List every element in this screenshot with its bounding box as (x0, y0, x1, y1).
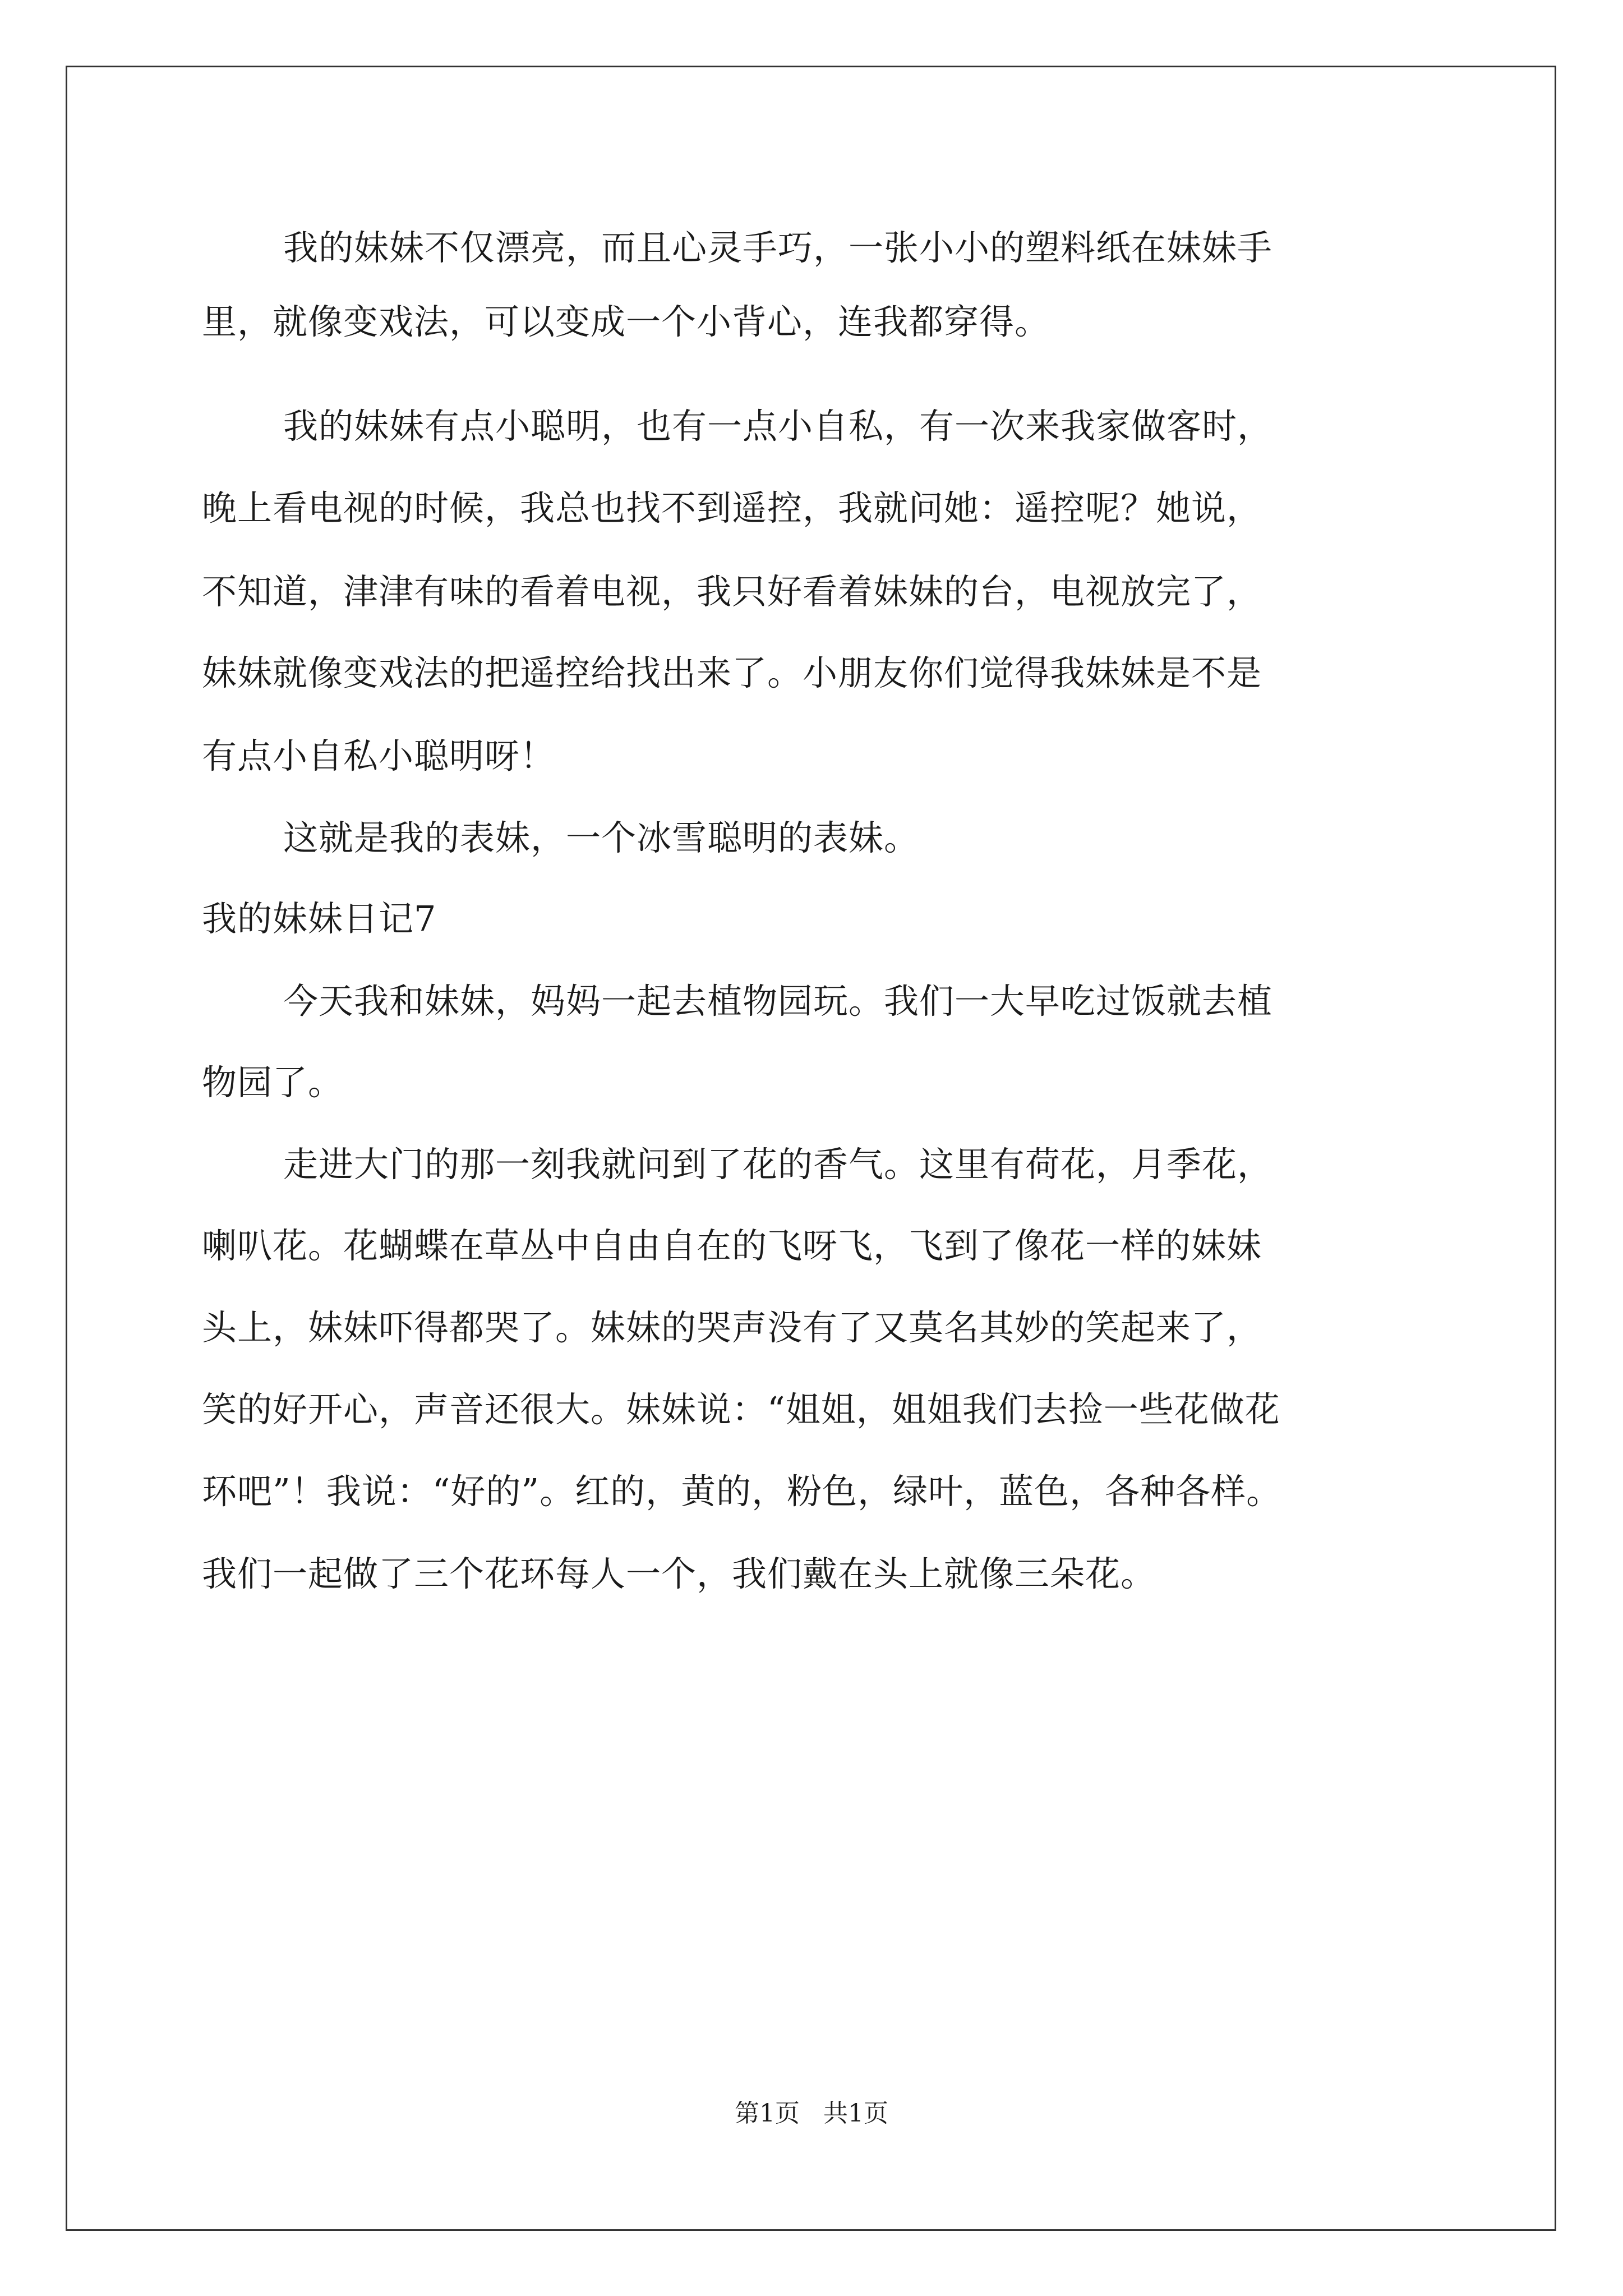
paragraph-line: 环吧”！我说：“好的”。红的，黄的，粉色，绿叶，蓝色，各种各样。 (202, 1471, 1282, 1512)
paragraph-line: 我的妹妹不仅漂亮，而且心灵手巧，一张小小的塑料纸在妹妹手 (283, 227, 1273, 268)
paragraph-line: 晚上看电视的时候，我总也找不到遥控，我就问她：遥控呢？她说， (202, 487, 1262, 528)
paragraph-line: 里，就像变戏法，可以变成一个小背心，连我都穿得。 (202, 301, 1050, 342)
paragraph-line: 我们一起做了三个花环每人一个，我们戴在头上就像三朵花。 (202, 1553, 1156, 1594)
paragraph-line: 我的妹妹有点小聪明，也有一点小自私，有一次来我家做客时， (283, 406, 1273, 447)
paragraph-line: 今天我和妹妹，妈妈一起去植物园玩。我们一大早吃过饭就去植 (283, 981, 1273, 1022)
paragraph-line: 有点小自私小聪明呀！ (202, 735, 556, 776)
paragraph-line: 笑的好开心，声音还很大。妹妹说：“姐姐，姐姐我们去捡一些花做花 (202, 1389, 1280, 1430)
paragraph-line: 这就是我的表妹，一个冰雪聪明的表妹。 (283, 817, 920, 858)
paragraph-line: 头上，妹妹吓得都哭了。妹妹的哭声没有了又莫名其妙的笑起来了， (202, 1307, 1262, 1348)
page-footer (0, 2097, 1623, 2131)
page-number: 第1页 (735, 2099, 800, 2128)
paragraph-line: 妹妹就像变戏法的把遥控给找出来了。小朋友你们觉得我妹妹是不是 (202, 652, 1262, 693)
section-heading: 我的妹妹日记7 (202, 898, 437, 939)
paragraph-line: 不知道，津津有味的看着电视，我只好看着妹妹的台，电视放完了， (202, 571, 1262, 612)
paragraph-line: 喇叭花。花蝴蝶在草丛中自由自在的飞呀飞，飞到了像花一样的妹妹 (202, 1225, 1262, 1266)
paragraph-line: 物园了。 (202, 1062, 344, 1103)
paragraph-line: 走进大门的那一刻我就问到了花的香气。这里有荷花，月季花， (283, 1144, 1273, 1185)
page-total: 共1页 (823, 2099, 888, 2128)
